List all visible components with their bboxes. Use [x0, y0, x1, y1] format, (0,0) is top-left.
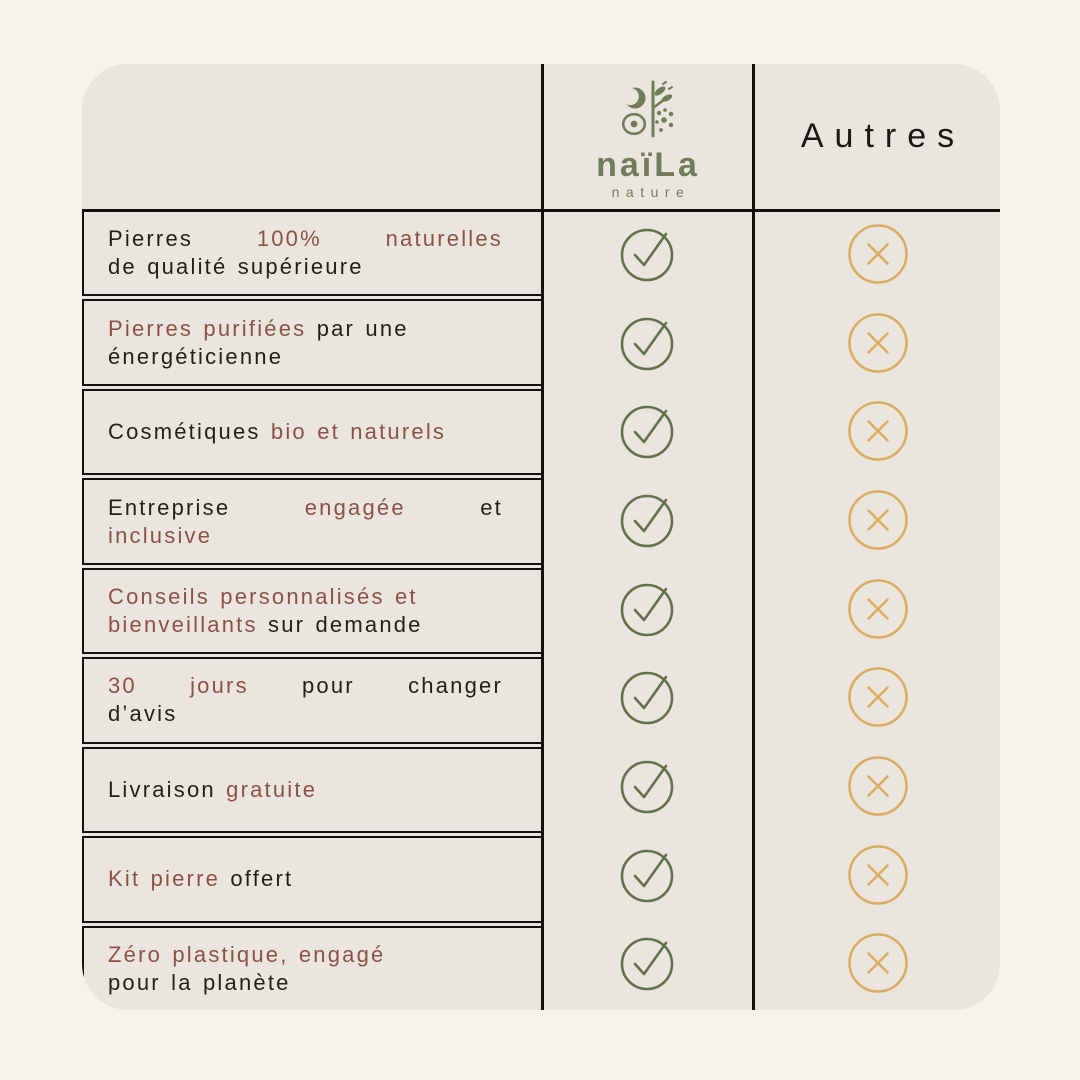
- feature-word: et: [317, 419, 340, 445]
- feature-word: planète: [203, 969, 291, 995]
- feature-row: [82, 568, 541, 654]
- feature-line: [108, 583, 503, 611]
- autres-cell: [755, 744, 1000, 833]
- autres-cell: [755, 833, 1000, 922]
- feature-word: personnalisés: [220, 583, 385, 609]
- feature-line: [108, 941, 503, 969]
- feature-word: bienveillants: [108, 611, 258, 637]
- autres-cell: [755, 212, 1000, 301]
- autres-cell: [755, 655, 1000, 744]
- naila-nature-logo-icon: [619, 80, 677, 143]
- feature-word: supérieure: [237, 254, 364, 280]
- feature-row: [82, 657, 541, 743]
- naila-cell: [544, 921, 752, 1010]
- cross-circle-icon: [847, 666, 909, 733]
- check-circle-icon: [620, 581, 676, 642]
- naila-cell: [544, 389, 752, 478]
- check-circle-icon: [620, 935, 676, 996]
- feature-word: sur: [268, 611, 306, 637]
- feature-word: pierre: [150, 866, 221, 892]
- feature-column: [82, 64, 541, 1010]
- feature-line: [108, 522, 503, 550]
- feature-word: d’avis: [108, 701, 178, 727]
- feature-row: [82, 836, 541, 922]
- brand-wordmark: naïLa: [596, 145, 700, 184]
- feature-word: changer: [408, 673, 503, 699]
- feature-word: purifiées: [203, 315, 307, 341]
- feature-word: et: [480, 494, 503, 520]
- feature-word: Pierres: [108, 315, 194, 341]
- feature-word: naturelles: [385, 226, 503, 252]
- feature-row: [82, 389, 541, 475]
- cross-circle-icon: [847, 400, 909, 467]
- feature-word: énergéticienne: [108, 343, 284, 369]
- feature-line: [108, 969, 503, 997]
- naila-cell: [544, 744, 752, 833]
- autres-cell: [755, 389, 1000, 478]
- feature-line: [108, 315, 503, 343]
- feature-word: qualité: [147, 254, 228, 280]
- feature-word: Zéro: [108, 941, 163, 967]
- feature-word: une: [365, 315, 409, 341]
- feature-word: Pierres: [108, 226, 194, 252]
- autres-column: [755, 64, 1000, 1010]
- naila-cell: [544, 301, 752, 390]
- brand-header: [544, 64, 752, 212]
- feature-word: 100%: [256, 226, 322, 252]
- cross-circle-icon: [847, 312, 909, 379]
- naila-column: [541, 64, 755, 1010]
- autres-cell: [755, 567, 1000, 656]
- feature-word: inclusive: [108, 522, 213, 548]
- feature-word: offert: [230, 866, 294, 892]
- check-circle-icon: [620, 226, 676, 287]
- autres-header-label: Autres: [800, 117, 966, 155]
- comparison-card: [82, 64, 1000, 1010]
- feature-word: bio: [270, 419, 307, 445]
- feature-word: engagée: [304, 494, 406, 520]
- cross-circle-icon: [847, 489, 909, 556]
- cross-circle-icon: [847, 578, 909, 645]
- naila-cell: [544, 478, 752, 567]
- feature-line: [108, 865, 503, 893]
- check-circle-icon: [620, 669, 676, 730]
- check-circle-icon: [620, 315, 676, 376]
- feature-word: Livraison: [108, 776, 216, 802]
- autres-cell: [755, 301, 1000, 390]
- feature-rows: [82, 212, 541, 1010]
- feature-line: [108, 776, 503, 804]
- check-circle-icon: [620, 758, 676, 819]
- feature-word: jours: [190, 673, 249, 699]
- cross-circle-icon: [847, 755, 909, 822]
- cross-circle-icon: [847, 932, 909, 999]
- feature-line: [108, 494, 503, 522]
- naila-cell: [544, 567, 752, 656]
- feature-word: 30: [108, 673, 137, 699]
- autres-header: [755, 64, 1000, 212]
- feature-line: [108, 672, 503, 700]
- check-circle-icon: [620, 847, 676, 908]
- feature-line: [108, 611, 503, 639]
- feature-word: de: [108, 254, 137, 280]
- feature-word: Entreprise: [108, 494, 231, 520]
- feature-word: naturels: [350, 419, 447, 445]
- feature-word: engagé: [298, 941, 386, 967]
- feature-word: et: [394, 583, 418, 609]
- feature-row: [82, 299, 541, 385]
- feature-word: pour: [302, 673, 355, 699]
- feature-word: demande: [315, 611, 423, 637]
- autres-icon-list: [755, 212, 1000, 1010]
- brand-subtitle: nature: [611, 183, 691, 200]
- feature-row: [82, 212, 541, 296]
- feature-word: pour: [108, 969, 161, 995]
- feature-row: [82, 926, 541, 1010]
- naila-icon-list: [544, 212, 752, 1010]
- check-circle-icon: [620, 403, 676, 464]
- feature-word: plastique,: [172, 941, 289, 967]
- feature-row: [82, 478, 541, 564]
- feature-word: la: [171, 969, 193, 995]
- feature-line: [108, 343, 503, 371]
- feature-word: par: [316, 315, 356, 341]
- naila-cell: [544, 833, 752, 922]
- naila-cell: [544, 655, 752, 744]
- feature-row: [82, 747, 541, 833]
- feature-line: [108, 253, 503, 281]
- cross-circle-icon: [847, 844, 909, 911]
- check-circle-icon: [620, 492, 676, 553]
- feature-word: Cosmétiques: [108, 419, 261, 445]
- feature-word: Conseils: [108, 583, 210, 609]
- naila-cell: [544, 212, 752, 301]
- feature-word: gratuite: [226, 776, 318, 802]
- feature-line: [108, 225, 503, 253]
- cross-circle-icon: [847, 223, 909, 290]
- autres-cell: [755, 921, 1000, 1010]
- feature-header-spacer: [82, 64, 541, 212]
- feature-word: Kit: [108, 866, 141, 892]
- autres-cell: [755, 478, 1000, 567]
- feature-line: [108, 700, 503, 728]
- feature-line: [108, 418, 503, 446]
